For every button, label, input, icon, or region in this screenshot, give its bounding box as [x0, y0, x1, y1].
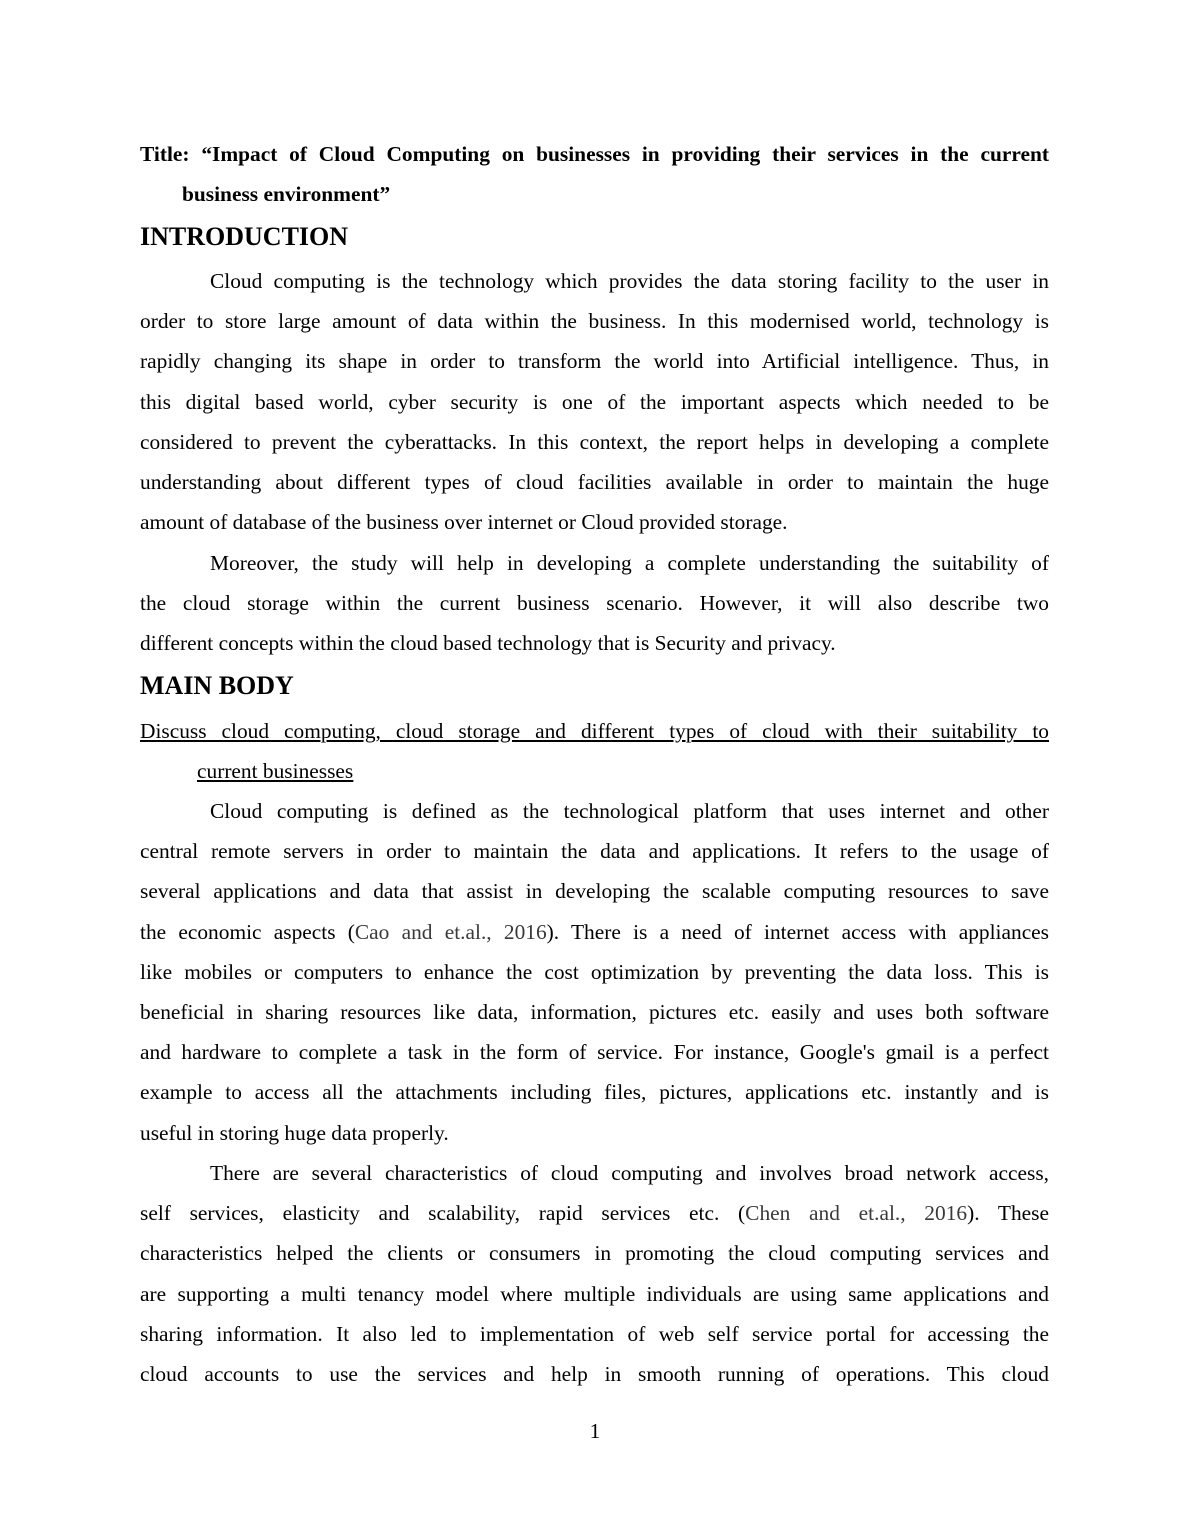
- text-line: example to access all the attachments including files, pictures, applications etc. instantly and is: [140, 1080, 1049, 1105]
- main-paragraph-2: [140, 1153, 1049, 1394]
- subheading-line-text: current businesses: [197, 759, 354, 784]
- text-line: cloud accounts to use the services and help in smooth running of operations. This cloud: [140, 1361, 1049, 1386]
- text-line: rapidly changing its shape in order to transform the world into Artificial intelligence. Thus, in: [140, 349, 1049, 374]
- text-line: understanding about different types of cloud facilities available in order to maintain the huge: [140, 469, 1049, 494]
- text-line: order to store large amount of data within the business. In this modernised world, technology is: [140, 309, 1049, 334]
- citation: Cao and et.al., 2016: [354, 919, 547, 944]
- text-line: several applications and data that assist in developing the scalable computing resources to save: [140, 879, 1049, 904]
- text-line: characteristics helped the clients or consumers in promoting the cloud computing services and: [140, 1241, 1049, 1266]
- text-line: useful in storing huge data properly.: [140, 1120, 449, 1145]
- text-line: beneficial in sharing resources like data, information, pictures etc. easily and uses both software: [140, 999, 1049, 1024]
- text-line: this digital based world, cyber security is one of the important aspects which needed to be: [140, 389, 1049, 414]
- subheading-line: Discuss cloud computing, cloud storage and different types of cloud with their suitability to: [140, 719, 1049, 743]
- section-subheading: [140, 711, 1049, 791]
- text-line: Moreover, the study will help in developing a complete understanding the suitability of: [210, 551, 1049, 575]
- text-line: central remote servers in order to maintain the data and applications. It refers to the usage of: [140, 839, 1049, 864]
- text-line: are supporting a multi tenancy model where multiple individuals are using same applications and: [140, 1281, 1049, 1306]
- text-line: and hardware to complete a task in the form of service. For instance, Google's gmail is a perfect: [140, 1040, 1049, 1065]
- citation: Chen and et.al., 2016: [745, 1201, 968, 1226]
- text-line: sharing information. It also led to implementation of web self service portal for accessing the: [140, 1321, 1049, 1346]
- intro-paragraph-1: [140, 261, 1049, 542]
- text-line: like mobiles or computers to enhance the cost optimization by preventing the data loss. This is: [140, 959, 1049, 984]
- document-title: [140, 134, 1049, 214]
- main-body-heading: MAIN BODY: [140, 671, 294, 700]
- intro-paragraph-2: [140, 543, 1049, 664]
- text-line: Cloud computing is defined as the technological platform that uses internet and other: [210, 799, 1049, 823]
- text-line: There are several characteristics of cloud computing and involves broad network access,: [210, 1161, 1049, 1185]
- introduction-heading: INTRODUCTION: [140, 222, 349, 251]
- main-paragraph-1: [140, 791, 1049, 1153]
- title-line: Title: “Impact of Cloud Computing on businesses in providing their services in the current: [140, 142, 1049, 166]
- text-line: the cloud storage within the current business scenario. However, it will also describe two: [140, 591, 1049, 616]
- text-line: self services, elasticity and scalability, rapid services etc. (Chen and et.al., 2016). These: [140, 1201, 1049, 1226]
- text-line: Cloud computing is the technology which provides the data storing facility to the user in: [210, 269, 1049, 293]
- text-line: the economic aspects (Cao and et.al., 2016). There is a need of internet access with appliances: [140, 919, 1050, 944]
- page-number: 1: [589, 1419, 601, 1443]
- text-line: considered to prevent the cyberattacks. In this context, the report helps in developing a complete: [140, 429, 1049, 454]
- subheading-line: [140, 751, 1049, 791]
- title-line: business environment”: [182, 182, 391, 207]
- text-line: different concepts within the cloud based technology that is Security and privacy.: [140, 631, 836, 656]
- text-line: amount of database of the business over internet or Cloud provided storage.: [140, 510, 788, 535]
